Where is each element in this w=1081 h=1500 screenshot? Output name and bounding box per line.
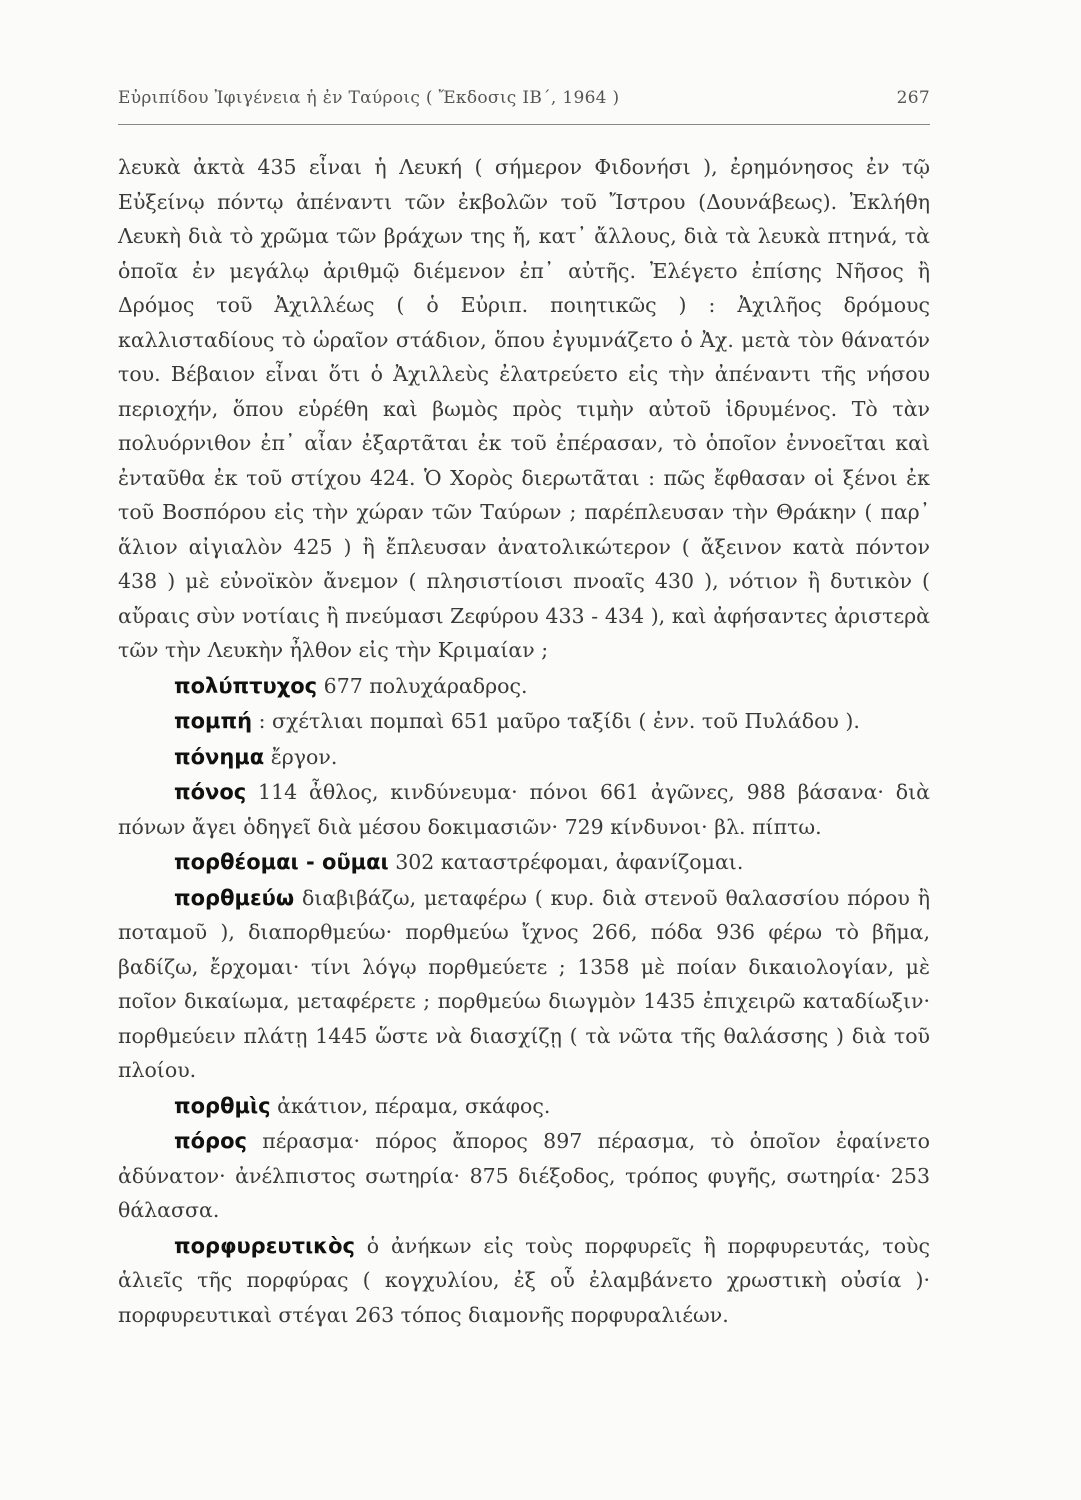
headword: πόρος (174, 1129, 247, 1153)
glossary-entry (118, 669, 930, 704)
glossary-entry (118, 1124, 930, 1228)
definition: 302 καταστρέφομαι, ἀφανίζομαι. (395, 850, 744, 874)
header-title: Εὐριπίδου Ἰφιγένεια ἡ ἐν Ταύροις ( Ἔκδοσις ΙΒ΄, 1964 ) (118, 88, 620, 108)
glossary-entry (118, 704, 930, 739)
headword: πολύπτυχος (174, 673, 318, 698)
headword: πορθμὶς (174, 1093, 271, 1118)
glossary-entry (118, 1229, 930, 1333)
definition: 114 ἆθλος, κινδύνευμα· πόνοι 661 ἀγῶνες, 988 βάσανα· διὰ πόνων ἄγει ὁδηγεῖ διὰ μέσου δοκιμασιῶν· 729 κίνδυνοι· βλ. πίπτω. (118, 780, 930, 839)
intro-paragraph: λευκὰ ἀκτὰ 435 εἶναι ἡ Λευκή ( σήμερον Φιδονήσι ), ἐρημόνησος ἐν τῷ Εὐξείνῳ πόντῳ ἀπέναντι τῶν ἐκβολῶν τοῦ Ἴστρου (Δουνάβεως). Ἐκλήθη Λευκὴ διὰ τὸ χρῶμα τῶν βράχων της ἤ, κατ᾽ ἄλλους, διὰ τὰ λευκὰ πτηνά, τὰ ὁποῖα ἐν μεγάλῳ ἀριθμῷ διέμενον ἐπ᾽ αὐτῆς. Ἐλέγετο ἐπίσης Νῆσος ἢ Δρόμος τοῦ Ἀχιλλέως ( ὁ Εὐριπ. ποιητικῶς ) : Ἀχιλῆος δρόμους καλλισταδίους τὸ ὡραῖον στάδιον, ὅπου ἐγυμνάζετο ὁ Ἀχ. μετὰ τὸν θάνατόν του. Βέβαιον εἶναι ὅτι ὁ Ἀχιλλεὺς ἐλατρεύετο εἰς τὴν ἀπέναντι τῆς νήσου περιοχήν, ὅπου εὑρέθη καὶ βωμὸς πρὸς τιμὴν αὐτοῦ ἱδρυμένος. Τὸ τὰν πολυόρνιθον ἐπ᾽ αἶαν ἐξαρτᾶται ἐκ τοῦ ἐπέρασαν, τὸ ὁποῖον ἐννοεῖται καὶ ἐνταῦθα ἐκ τοῦ στίχου 424. Ὁ Χορὸς διερωτᾶται : πῶς ἔφθασαν οἱ ξένοι ἐκ τοῦ Βοσπόρου εἰς τὴν χώραν τῶν Ταύρων ; παρέπλευσαν τὴν Θράκην ( παρ᾽ ἅλιον αἰγιαλὸν 425 ) ἢ ἔπλευσαν ἀνατολικώτερον ( ἄξεινον κατὰ πόντον 438 ) μὲ εὐνοϊκὸν ἄνεμον ( πλησιστίοισι πνοαῖς 430 ), νότιον ἢ δυτικὸν ( αὔραις σὺν νοτίαις ἢ πνεύμασι Ζεφύρου 433 - 434 ), καὶ ἀφήσαντες ἀριστερὰ τῶν τὴν Λευκὴν ἦλθον εἰς τὴν Κριμαίαν ; (118, 155, 930, 662)
glossary-body (118, 150, 930, 1332)
headword: πόνημα (174, 744, 265, 769)
headword: πορθέομαι - οῦμαι (174, 850, 389, 874)
header-rule (118, 124, 930, 125)
headword: πορφυρευτικὸς (174, 1233, 355, 1258)
definition: : σχέτλιαι πομπαὶ 651 μαῦρο ταξίδι ( ἐνν. τοῦ Πυλάδου ). (258, 709, 860, 733)
glossary-entry (118, 740, 930, 775)
glossary-entry (118, 1089, 930, 1124)
headword: πορθμεύω (174, 885, 295, 910)
glossary-entry (118, 775, 930, 844)
headword: πομπή (174, 709, 253, 733)
definition: πέρασμα· πόρος ἄπορος 897 πέρασμα, τὸ ὁποῖον ἐφαίνετο ἀδύνατον· ἀνέλπιστος σωτηρία· 875 διέξοδος, τρόπος φυγῆς, σωτηρία· 253 θάλασσα. (118, 1129, 930, 1222)
definition: ἔργον. (270, 744, 338, 769)
definition: ἀκάτιον, πέραμα, σκάφος. (277, 1093, 551, 1118)
definition: διαβιβάζω, μεταφέρω ( κυρ. διὰ στενοῦ θαλασσίου πόρου ἢ ποταμοῦ ), διαπορθμεύω· πορθμεύω ἴχνος 266, πόδα 936 φέρω τὸ βῆμα, βαδίζω, ἔρχομαι· τίνι λόγῳ πορθμεύετε ; 1358 μὲ ποίαν δικαιολογίαν, μὲ ποῖον δικαίωμα, μεταφέρετε ; πορθμεύω διωγμὸν 1435 ἐπιχειρῶ καταδίωξιν· πορθμεύειν πλάτῃ 1445 ὥστε νὰ διασχίζῃ ( τὰ νῶτα τῆς θαλάσσης ) διὰ τοῦ πλοίου. (118, 885, 930, 1082)
running-header (118, 88, 930, 108)
definition: 677 πολυχάραδρος. (323, 673, 528, 698)
glossary-entry (118, 845, 930, 880)
page-number: 267 (896, 88, 930, 108)
headword: πόνος (174, 780, 247, 804)
definition: ὁ ἀνήκων εἰς τοὺς πορφυρεῖς ἢ πορφυρευτάς, τοὺς ἁλιεῖς τῆς πορφύρας ( κογχυλίου, ἐξ οὗ ἐλαμβάνετο χρωστικὴ οὐσία )· πορφυρευτικαὶ στέγαι 263 τόπος διαμονῆς πορφυραλιέων. (118, 1233, 930, 1327)
glossary-entry (118, 881, 930, 1088)
